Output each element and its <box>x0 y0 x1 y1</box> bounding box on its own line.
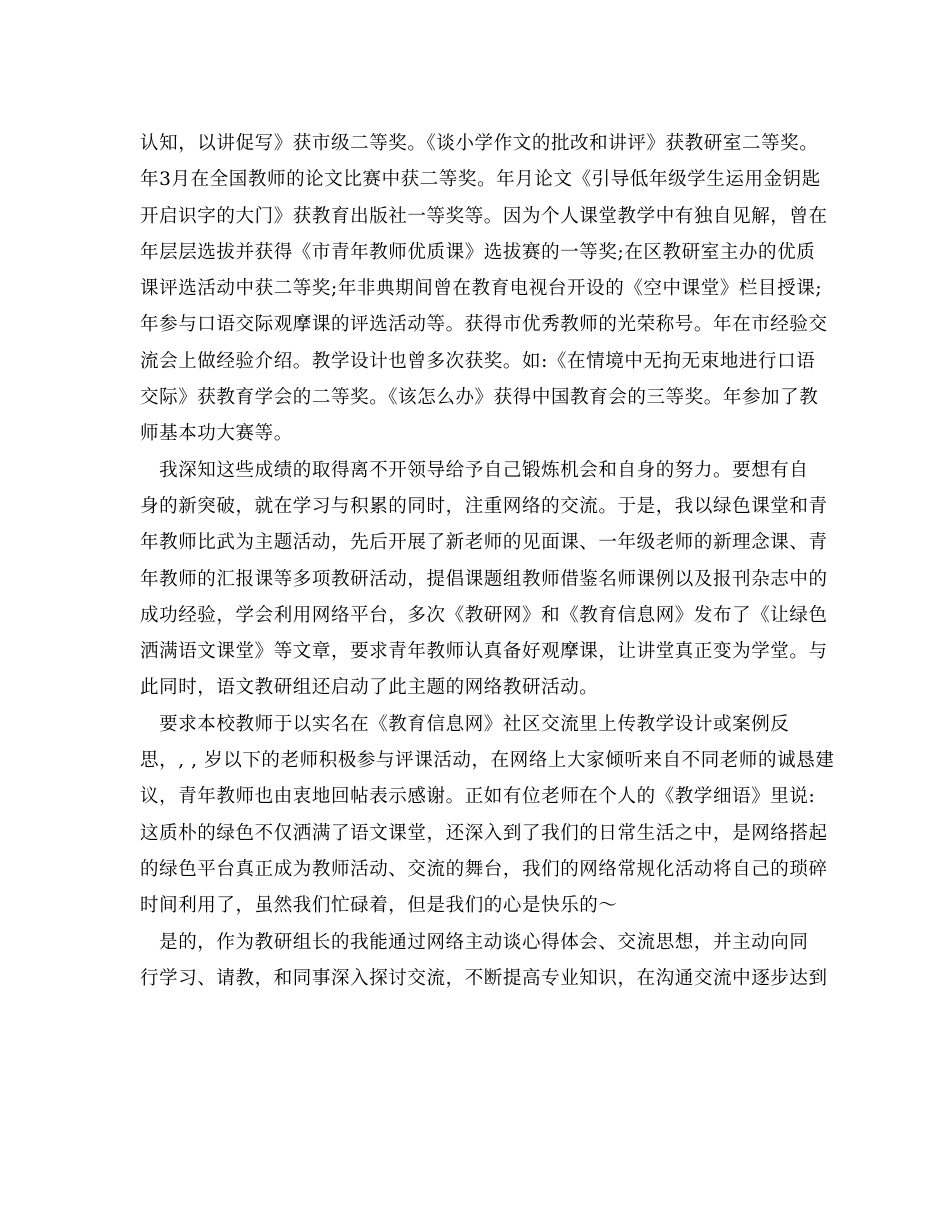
text-line: 师基本功大赛等。 <box>140 423 293 445</box>
text-line: 课评选活动中获二等奖;年非典期间曾在教育电视台开设的《空中课堂》栏目授课; <box>140 278 823 300</box>
text-line: 的绿色平台真正成为教师活动、交流的舞台，我们的网络常规化活动将自己的琐碎 <box>140 858 828 880</box>
text-line: 交际》获教育学会的二等奖。《该怎么办》获得中国教育会的三等奖。年参加了教 <box>140 387 819 409</box>
text-line: 行学习、请教，和同事深入探讨交流，不断提高专业知识，在沟通交流中逐步达到 <box>140 967 828 989</box>
text-line: 年教师的汇报课等多项教研活动，提倡课题组教师借鉴名师课例以及报刊杂志中的 <box>140 568 828 590</box>
text-line: 此同时，语文教研组还启动了此主题的网络教研活动。 <box>140 677 599 699</box>
text-line: 议，青年教师也由衷地回帖表示感谢。正如有位老师在个人的《教学细语》里说: <box>140 786 816 808</box>
text-line: 我深知这些成绩的取得离不开领导给予自己锻炼机会和自身的努力。要想有自 <box>140 459 809 481</box>
text-line: 洒满语文课堂》等文章，要求青年教师认真备好观摩课，让讲堂真正变为学堂。与 <box>140 641 828 663</box>
text-line: 这质朴的绿色不仅洒满了语文课堂，还深入到了我们的日常生活之中，是网络搭起 <box>140 822 828 844</box>
text-line: 时间利用了，虽然我们忙碌着，但是我们的心是快乐的～ <box>140 895 618 917</box>
text-line: 身的新突破，就在学习与积累的同时，注重网络的交流。于是，我以绿色课堂和青 <box>140 495 828 517</box>
text-line: 流会上做经验介绍。教学设计也曾多次获奖。如:《在情境中无拘无束地进行口语 <box>140 350 816 372</box>
text-line: 要求本校教师于以实名在《教育信息网》社区交流里上传教学设计或案例反 <box>140 713 790 735</box>
text-line: 年3月在全国教师的论文比赛中获二等奖。年月论文《引导低年级学生运用金钥匙 <box>140 169 821 191</box>
text-line: 开启识字的大门》获教育出版社一等奖等。因为个人课堂教学中有独自见解，曾在 <box>140 205 828 227</box>
text-line: 认知，以讲促写》获市级二等奖。《谈小学作文的批改和讲评》获教研室二等奖。 <box>140 133 819 154</box>
text-line: 年教师比武为主题活动，先后开展了新老师的见面课、一年级老师的新理念课、青 <box>140 532 828 554</box>
text-line: 是的，作为教研组长的我能通过网络主动谈心得体会、交流思想，并主动向同 <box>140 931 809 953</box>
text-line: 思，, , 岁以下的老师积极参与评课活动，在网络上大家倾听来自不同老师的诚恳建 <box>140 750 835 772</box>
document-body <box>140 126 835 997</box>
text-line: 年层层选拔并获得《市青年教师优质课》选拔赛的一等奖;在区教研室主办的优质 <box>140 241 816 263</box>
text-line: 成功经验，学会利用网络平台，多次《教研网》和《教育信息网》发布了《让绿色 <box>140 604 828 626</box>
text-line: 年参与口语交际观摩课的评选活动等。获得市优秀教师的光荣称号。年在市经验交 <box>140 314 828 336</box>
